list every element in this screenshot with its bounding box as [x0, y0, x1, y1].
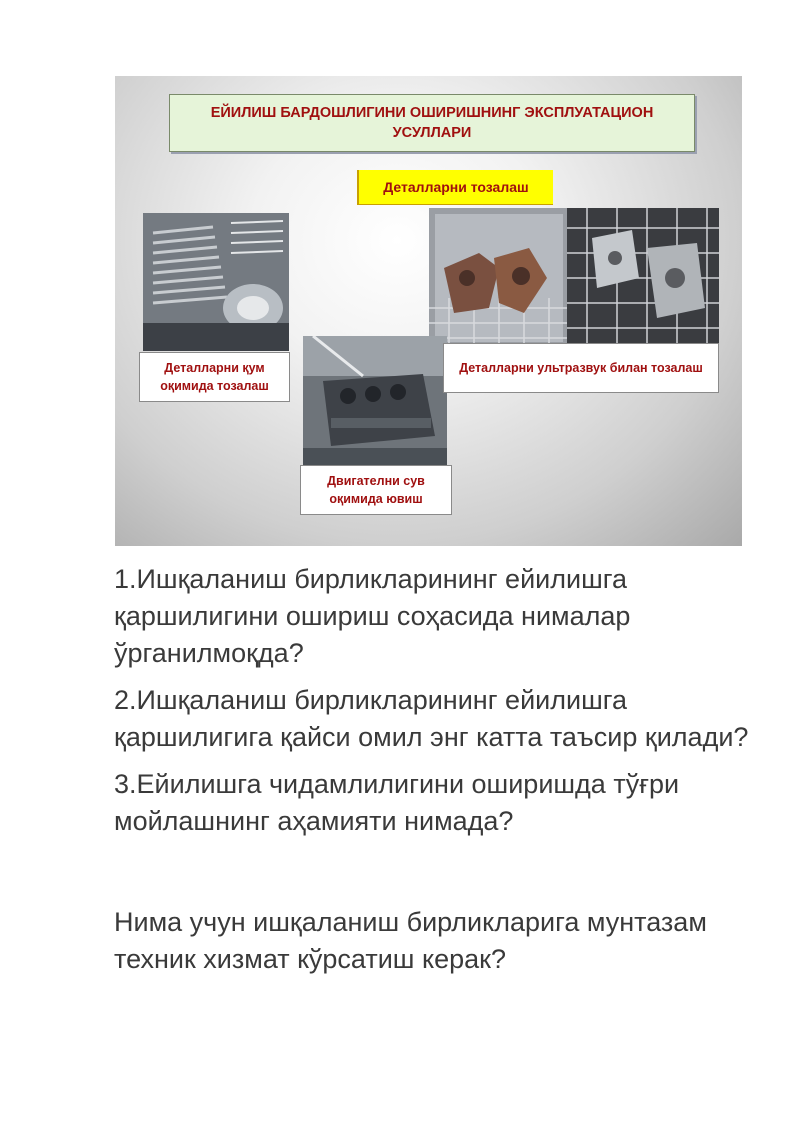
- slide-title: ЕЙИЛИШ БАРДОШЛИГИНИ ОШИРИШНИНГ ЭКСПЛУАТАЦИОН УСУЛЛАРИ: [210, 104, 654, 141]
- question-2: 2.Ишқаланиш бирликларининг ейилишга қаршилигига қайси омил энг катта таъсир қилади?: [114, 685, 749, 752]
- caption-water-washing: Двигателни сув оқимида ювиш: [300, 465, 452, 515]
- caption-sand-cleaning: Деталларни қум оқимида тозалаш: [139, 352, 290, 402]
- ultrasound-parts-photo-2: [567, 208, 719, 348]
- engine-cylinder-photo: [143, 213, 289, 351]
- slide-image: [115, 76, 742, 546]
- final-question: Нима учун ишқаланиш бирликларига мунтазам техник хизмат кўрсатиш керак?: [114, 907, 707, 974]
- slide-subtitle: Деталларни тозалаш: [383, 179, 529, 195]
- slide-subtitle-box: [357, 170, 553, 205]
- ultrasound-parts-photo-1: [429, 208, 569, 348]
- slide-title-box: [169, 94, 695, 152]
- question-1: 1.Ишқаланиш бирликларининг ейилишга қаршилигини ошириш соҳасида нималар ўрганилмоқда?: [114, 564, 631, 668]
- question-3: 3.Ейилишга чидамлилигини оширишда тўғри мойлашнинг аҳамияти нимада?: [114, 769, 680, 836]
- engine-block-washing-photo: [303, 336, 447, 470]
- questions-block: [114, 561, 764, 988]
- caption-ultrasound-cleaning: Деталларни ультразвук билан тозалаш: [443, 343, 719, 393]
